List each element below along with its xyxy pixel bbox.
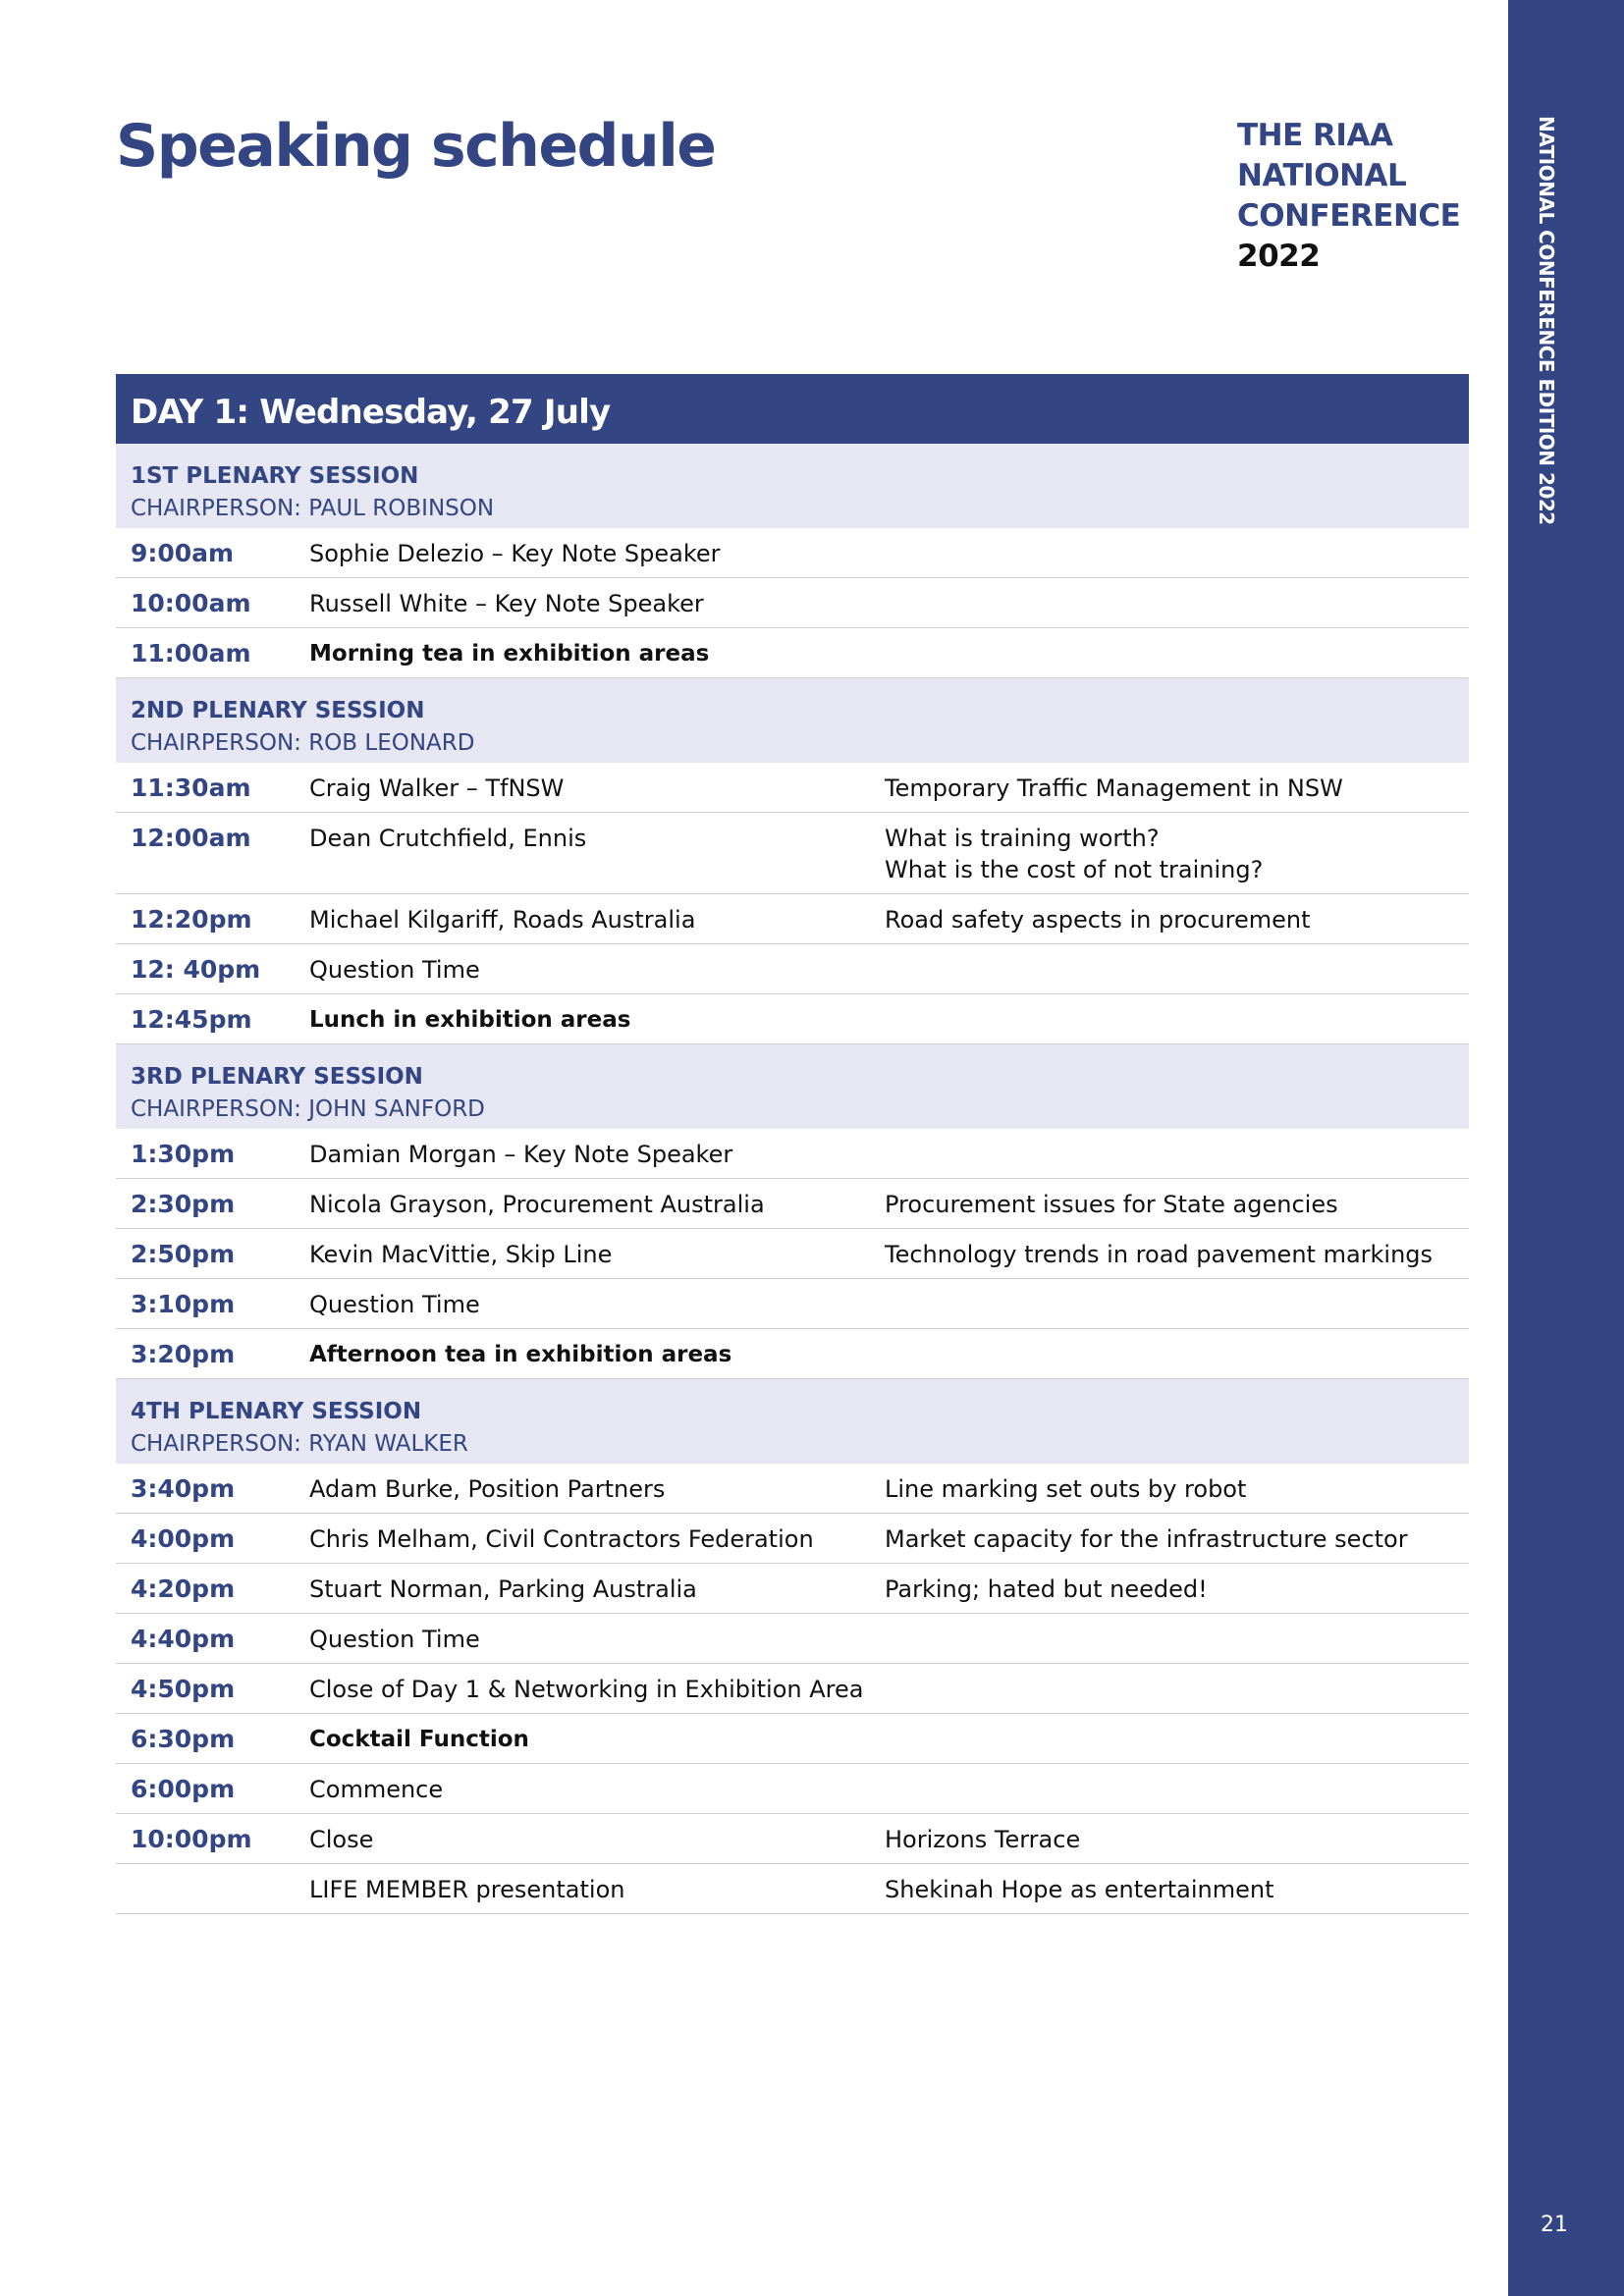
row-speaker: Craig Walker – TfNSW: [309, 774, 565, 802]
schedule-row: [116, 578, 1469, 628]
row-time: 11:30am: [131, 774, 251, 802]
schedule-row: [116, 944, 1469, 994]
row-time: 10:00pm: [131, 1825, 252, 1853]
row-speaker: Cocktail Function: [309, 1727, 529, 1752]
session-title: 4TH PLENARY SESSION: [131, 1399, 422, 1424]
row-speaker: Damian Morgan – Key Note Speaker: [309, 1141, 733, 1168]
session-header: [116, 1379, 1469, 1464]
row-topic: [885, 904, 1469, 935]
row-topic-line: Road safety aspects in procurement: [885, 906, 1311, 934]
row-time: 6:00pm: [131, 1775, 236, 1803]
schedule-row: [116, 994, 1469, 1044]
row-topic-line: What is the cost of not training?: [885, 856, 1264, 883]
row-speaker: Kevin MacVittie, Skip Line: [309, 1241, 613, 1268]
row-speaker: Close: [309, 1826, 374, 1853]
page-number: 21: [1541, 2213, 1568, 2237]
schedule-row: [116, 1564, 1469, 1614]
row-speaker: Adam Burke, Position Partners: [309, 1475, 666, 1503]
schedule-row: [116, 1614, 1469, 1664]
row-topic-line: Parking; hated but needed!: [885, 1575, 1208, 1603]
row-topic-line: Horizons Terrace: [885, 1826, 1081, 1853]
row-time: 3:10pm: [131, 1290, 236, 1318]
row-topic-line: Temporary Traffic Management in NSW: [885, 774, 1343, 802]
schedule-row: [116, 813, 1469, 894]
row-topic-line: Procurement issues for State agencies: [885, 1191, 1338, 1218]
schedule-row: [116, 1864, 1469, 1914]
row-time: 12: 40pm: [131, 955, 261, 984]
row-topic: [885, 1523, 1469, 1555]
row-speaker: Question Time: [309, 956, 480, 984]
row-speaker: Nicola Grayson, Procurement Australia: [309, 1191, 765, 1218]
schedule-row: [116, 528, 1469, 578]
row-time: 4:40pm: [131, 1625, 236, 1653]
row-topic: [885, 773, 1469, 804]
session-chairperson: CHAIRPERSON: JOHN SANFORD: [131, 1096, 485, 1122]
brand-line-3: CONFERENCE: [1237, 198, 1461, 234]
row-time: 4:50pm: [131, 1675, 236, 1703]
schedule-row: [116, 1179, 1469, 1229]
row-topic: [885, 1874, 1469, 1905]
row-time: 2:50pm: [131, 1240, 236, 1268]
schedule-row: [116, 763, 1469, 813]
row-topic: [885, 823, 1469, 885]
session-chairperson: CHAIRPERSON: PAUL ROBINSON: [131, 496, 495, 521]
page-title: Speaking schedule: [116, 112, 716, 181]
schedule-row: [116, 1129, 1469, 1179]
row-topic-line: Market capacity for the infrastructure sector: [885, 1525, 1408, 1553]
row-time: 1:30pm: [131, 1140, 236, 1168]
session-header: [116, 1044, 1469, 1129]
row-speaker: Chris Melham, Civil Contractors Federation: [309, 1525, 814, 1553]
row-speaker: Stuart Norman, Parking Australia: [309, 1575, 697, 1603]
row-time: 3:20pm: [131, 1340, 236, 1368]
row-speaker: Dean Crutchfield, Ennis: [309, 825, 587, 852]
brand-line-2: NATIONAL: [1237, 158, 1407, 193]
schedule-row: [116, 894, 1469, 944]
session-chairperson: CHAIRPERSON: RYAN WALKER: [131, 1431, 468, 1457]
schedule-row: [116, 1814, 1469, 1864]
row-topic-line: What is training worth?: [885, 825, 1160, 852]
row-time: 9:00am: [131, 539, 235, 567]
schedule-table: [116, 374, 1469, 1914]
schedule-row: [116, 1329, 1469, 1379]
session-chairperson: CHAIRPERSON: ROB LEONARD: [131, 730, 475, 756]
row-topic: [885, 1189, 1469, 1220]
row-speaker: Close of Day 1 & Networking in Exhibition Area: [309, 1676, 864, 1703]
row-speaker: LIFE MEMBER presentation: [309, 1876, 625, 1903]
schedule-row: [116, 628, 1469, 678]
schedule-row: [116, 1664, 1469, 1714]
row-time: 12:20pm: [131, 905, 252, 934]
row-time: 11:00am: [131, 639, 251, 667]
session-header: [116, 444, 1469, 528]
row-topic: [885, 1824, 1469, 1855]
row-speaker: Sophie Delezio – Key Note Speaker: [309, 540, 721, 567]
side-edition-label: NATIONAL CONFERENCE EDITION 2022: [1535, 116, 1558, 525]
row-time: 4:00pm: [131, 1524, 236, 1553]
conference-brand: [1237, 116, 1460, 277]
row-speaker: Afternoon tea in exhibition areas: [309, 1342, 732, 1367]
row-time: 4:20pm: [131, 1575, 236, 1603]
row-time: 3:40pm: [131, 1474, 236, 1503]
row-topic: [885, 1473, 1469, 1505]
session-title: 2ND PLENARY SESSION: [131, 698, 425, 723]
row-topic-line: Line marking set outs by robot: [885, 1475, 1247, 1503]
schedule-row: [116, 1279, 1469, 1329]
session-title: 3RD PLENARY SESSION: [131, 1064, 423, 1090]
schedule-row: [116, 1464, 1469, 1514]
row-time: 2:30pm: [131, 1190, 236, 1218]
session-header: [116, 678, 1469, 763]
row-time: 12:45pm: [131, 1005, 252, 1034]
row-speaker: Russell White – Key Note Speaker: [309, 590, 704, 617]
row-speaker: Question Time: [309, 1626, 480, 1653]
row-speaker: Michael Kilgariff, Roads Australia: [309, 906, 696, 934]
row-speaker: Commence: [309, 1776, 444, 1803]
schedule-row: [116, 1514, 1469, 1564]
day-header: DAY 1: Wednesday, 27 July: [116, 374, 1469, 444]
session-title: 1ST PLENARY SESSION: [131, 463, 419, 489]
schedule-row: [116, 1714, 1469, 1764]
row-speaker: Morning tea in exhibition areas: [309, 641, 710, 667]
row-speaker: Lunch in exhibition areas: [309, 1007, 631, 1033]
row-topic-line: Technology trends in road pavement markings: [885, 1241, 1434, 1268]
row-topic-line: Shekinah Hope as entertainment: [885, 1876, 1274, 1903]
brand-line-1: THE RIAA: [1237, 118, 1393, 153]
row-time: 10:00am: [131, 589, 251, 617]
row-topic: [885, 1239, 1469, 1270]
brand-year: 2022: [1237, 239, 1321, 274]
row-time: 6:30pm: [131, 1725, 236, 1753]
row-time: 12:00am: [131, 824, 251, 852]
row-topic: [885, 1574, 1469, 1605]
schedule-row: [116, 1229, 1469, 1279]
row-speaker: Question Time: [309, 1291, 480, 1318]
schedule-row: [116, 1764, 1469, 1814]
